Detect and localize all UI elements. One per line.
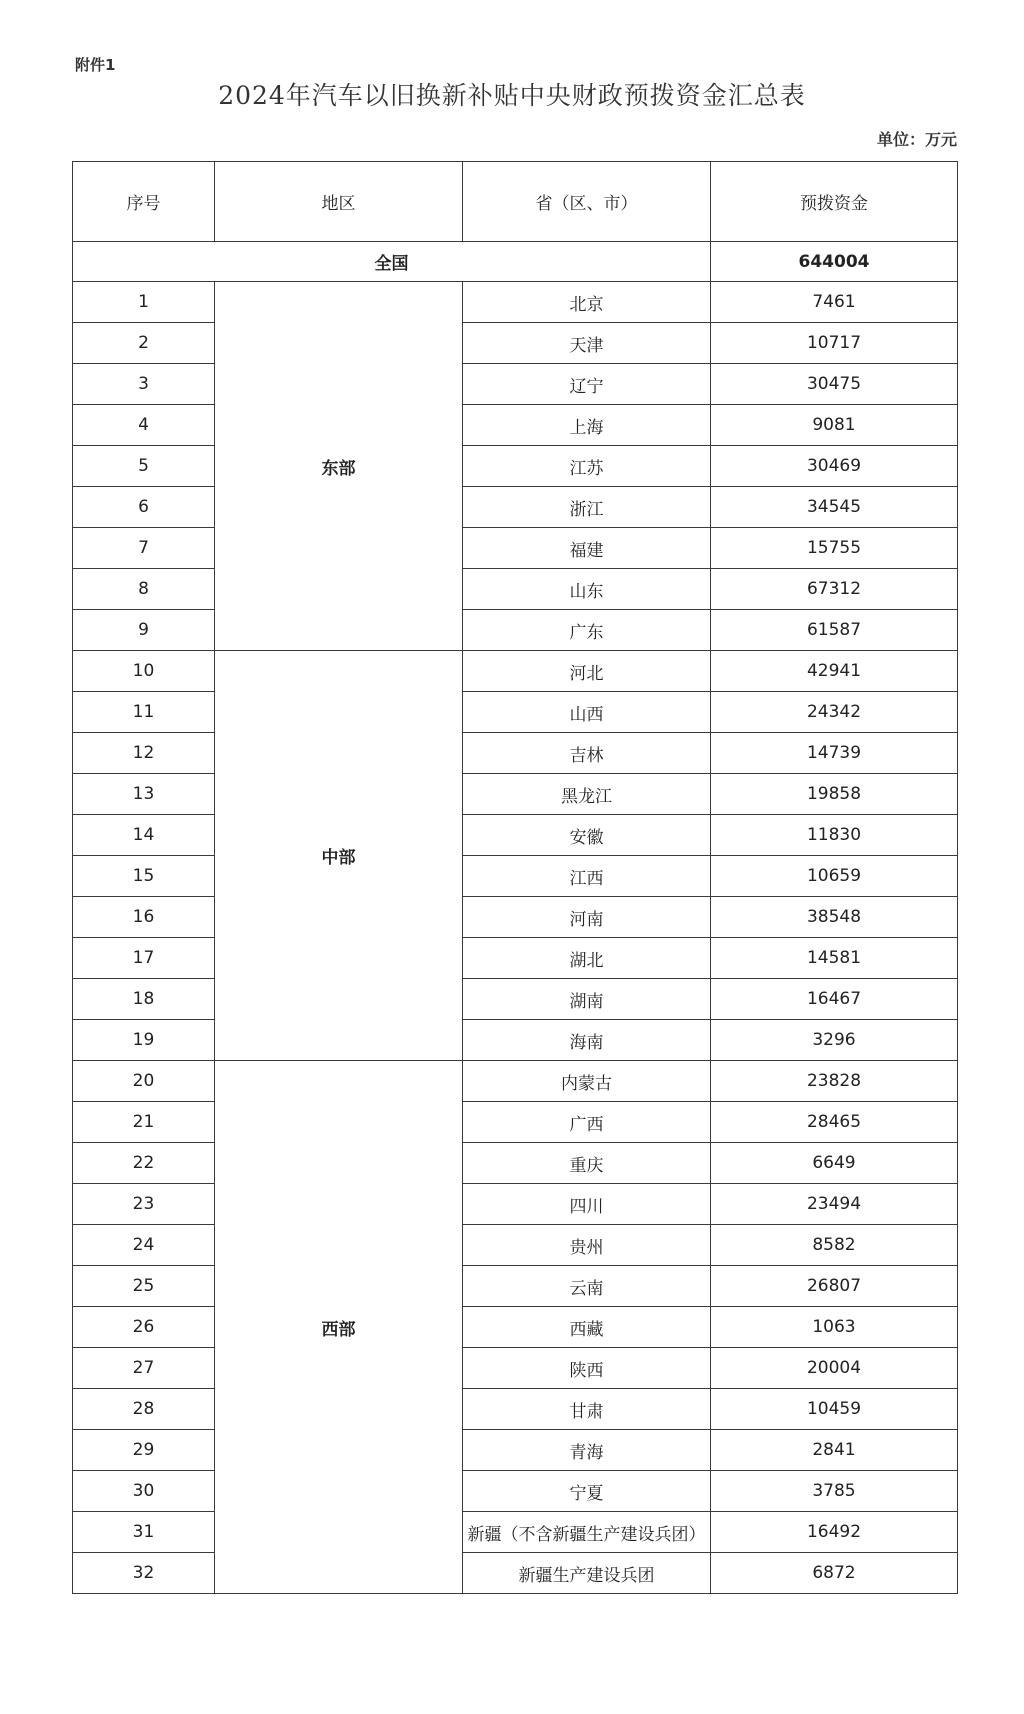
province-cell: 云南 bbox=[463, 1266, 711, 1307]
table-row bbox=[73, 364, 958, 405]
seq-cell: 32 bbox=[73, 1553, 215, 1594]
fund-cell: 14739 bbox=[711, 733, 958, 774]
fund-cell: 61587 bbox=[711, 610, 958, 651]
region-cell: 西部 bbox=[215, 1061, 463, 1594]
province-cell: 上海 bbox=[463, 405, 711, 446]
table-row bbox=[73, 569, 958, 610]
attachment-label: 附件1 bbox=[75, 56, 116, 74]
fund-cell: 30475 bbox=[711, 364, 958, 405]
seq-cell: 3 bbox=[73, 364, 215, 405]
header-fund: 预拨资金 bbox=[711, 162, 958, 242]
seq-cell: 25 bbox=[73, 1266, 215, 1307]
province-cell: 内蒙古 bbox=[463, 1061, 711, 1102]
fund-cell: 23828 bbox=[711, 1061, 958, 1102]
total-row bbox=[73, 242, 958, 282]
header-row bbox=[73, 162, 958, 242]
fund-cell: 30469 bbox=[711, 446, 958, 487]
table-body bbox=[73, 162, 958, 1594]
province-cell: 甘肃 bbox=[463, 1389, 711, 1430]
fund-cell: 14581 bbox=[711, 938, 958, 979]
seq-cell: 2 bbox=[73, 323, 215, 364]
table-row bbox=[73, 610, 958, 651]
seq-cell: 21 bbox=[73, 1102, 215, 1143]
table-row bbox=[73, 651, 958, 692]
fund-cell: 34545 bbox=[711, 487, 958, 528]
province-cell: 湖北 bbox=[463, 938, 711, 979]
table-row bbox=[73, 692, 958, 733]
table-row bbox=[73, 1471, 958, 1512]
province-cell: 湖南 bbox=[463, 979, 711, 1020]
table-row bbox=[73, 1348, 958, 1389]
fund-cell: 38548 bbox=[711, 897, 958, 938]
province-cell: 山西 bbox=[463, 692, 711, 733]
fund-cell: 10717 bbox=[711, 323, 958, 364]
province-cell: 宁夏 bbox=[463, 1471, 711, 1512]
seq-cell: 12 bbox=[73, 733, 215, 774]
table-row bbox=[73, 1102, 958, 1143]
table-row bbox=[73, 282, 958, 323]
seq-cell: 7 bbox=[73, 528, 215, 569]
table-row bbox=[73, 733, 958, 774]
region-cell: 中部 bbox=[215, 651, 463, 1061]
table-row bbox=[73, 815, 958, 856]
fund-cell: 3296 bbox=[711, 1020, 958, 1061]
document-title: 2024年汽车以旧换新补贴中央财政预拨资金汇总表 bbox=[218, 81, 806, 110]
province-cell: 福建 bbox=[463, 528, 711, 569]
seq-cell: 4 bbox=[73, 405, 215, 446]
fund-cell: 1063 bbox=[711, 1307, 958, 1348]
province-cell: 西藏 bbox=[463, 1307, 711, 1348]
seq-cell: 24 bbox=[73, 1225, 215, 1266]
province-cell: 四川 bbox=[463, 1184, 711, 1225]
table-row bbox=[73, 774, 958, 815]
fund-cell: 6649 bbox=[711, 1143, 958, 1184]
unit-label: 单位：万元 bbox=[876, 130, 957, 149]
seq-cell: 23 bbox=[73, 1184, 215, 1225]
province-cell: 重庆 bbox=[463, 1143, 711, 1184]
fund-cell: 10459 bbox=[711, 1389, 958, 1430]
seq-cell: 27 bbox=[73, 1348, 215, 1389]
province-cell: 新疆（不含新疆生产建设兵团） bbox=[463, 1512, 711, 1553]
province-cell: 江苏 bbox=[463, 446, 711, 487]
table-row bbox=[73, 528, 958, 569]
province-cell: 新疆生产建设兵团 bbox=[463, 1553, 711, 1594]
seq-cell: 29 bbox=[73, 1430, 215, 1471]
fund-cell: 3785 bbox=[711, 1471, 958, 1512]
total-value: 644004 bbox=[711, 242, 958, 282]
province-cell: 陕西 bbox=[463, 1348, 711, 1389]
table-row bbox=[73, 856, 958, 897]
table-row bbox=[73, 446, 958, 487]
fund-cell: 16467 bbox=[711, 979, 958, 1020]
province-cell: 辽宁 bbox=[463, 364, 711, 405]
table-row bbox=[73, 1389, 958, 1430]
header-seq: 序号 bbox=[73, 162, 215, 242]
seq-cell: 15 bbox=[73, 856, 215, 897]
table-row bbox=[73, 1061, 958, 1102]
fund-cell: 28465 bbox=[711, 1102, 958, 1143]
fund-cell: 8582 bbox=[711, 1225, 958, 1266]
province-cell: 江西 bbox=[463, 856, 711, 897]
seq-cell: 11 bbox=[73, 692, 215, 733]
fund-cell: 11830 bbox=[711, 815, 958, 856]
table-row bbox=[73, 938, 958, 979]
table-row bbox=[73, 897, 958, 938]
seq-cell: 6 bbox=[73, 487, 215, 528]
table-row bbox=[73, 1184, 958, 1225]
seq-cell: 1 bbox=[73, 282, 215, 323]
seq-cell: 13 bbox=[73, 774, 215, 815]
fund-cell: 2841 bbox=[711, 1430, 958, 1471]
seq-cell: 9 bbox=[73, 610, 215, 651]
seq-cell: 16 bbox=[73, 897, 215, 938]
seq-cell: 30 bbox=[73, 1471, 215, 1512]
table-row bbox=[73, 1143, 958, 1184]
seq-cell: 14 bbox=[73, 815, 215, 856]
fund-cell: 10659 bbox=[711, 856, 958, 897]
seq-cell: 28 bbox=[73, 1389, 215, 1430]
fund-cell: 42941 bbox=[711, 651, 958, 692]
seq-cell: 31 bbox=[73, 1512, 215, 1553]
province-cell: 黑龙江 bbox=[463, 774, 711, 815]
province-cell: 贵州 bbox=[463, 1225, 711, 1266]
table-row bbox=[73, 1020, 958, 1061]
province-cell: 河南 bbox=[463, 897, 711, 938]
province-cell: 广西 bbox=[463, 1102, 711, 1143]
seq-cell: 8 bbox=[73, 569, 215, 610]
table-row bbox=[73, 1430, 958, 1471]
province-cell: 山东 bbox=[463, 569, 711, 610]
fund-cell: 6872 bbox=[711, 1553, 958, 1594]
fund-cell: 7461 bbox=[711, 282, 958, 323]
fund-cell: 19858 bbox=[711, 774, 958, 815]
table-row bbox=[73, 405, 958, 446]
fund-cell: 9081 bbox=[711, 405, 958, 446]
province-cell: 北京 bbox=[463, 282, 711, 323]
seq-cell: 26 bbox=[73, 1307, 215, 1348]
seq-cell: 18 bbox=[73, 979, 215, 1020]
fund-cell: 23494 bbox=[711, 1184, 958, 1225]
seq-cell: 20 bbox=[73, 1061, 215, 1102]
seq-cell: 5 bbox=[73, 446, 215, 487]
table-row bbox=[73, 487, 958, 528]
province-cell: 安徽 bbox=[463, 815, 711, 856]
province-cell: 海南 bbox=[463, 1020, 711, 1061]
province-cell: 广东 bbox=[463, 610, 711, 651]
province-cell: 浙江 bbox=[463, 487, 711, 528]
seq-cell: 10 bbox=[73, 651, 215, 692]
table-row bbox=[73, 1512, 958, 1553]
region-cell: 东部 bbox=[215, 282, 463, 651]
seq-cell: 22 bbox=[73, 1143, 215, 1184]
seq-cell: 17 bbox=[73, 938, 215, 979]
fund-summary-table bbox=[72, 161, 958, 1594]
header-region: 地区 bbox=[215, 162, 463, 242]
fund-cell: 26807 bbox=[711, 1266, 958, 1307]
header-province: 省（区、市） bbox=[463, 162, 711, 242]
table-row bbox=[73, 1307, 958, 1348]
province-cell: 河北 bbox=[463, 651, 711, 692]
province-cell: 吉林 bbox=[463, 733, 711, 774]
table-row bbox=[73, 1553, 958, 1594]
table-row bbox=[73, 323, 958, 364]
table-row bbox=[73, 1266, 958, 1307]
total-label: 全国 bbox=[73, 242, 711, 282]
table-row bbox=[73, 979, 958, 1020]
fund-cell: 20004 bbox=[711, 1348, 958, 1389]
table-row bbox=[73, 1225, 958, 1266]
fund-cell: 15755 bbox=[711, 528, 958, 569]
fund-cell: 24342 bbox=[711, 692, 958, 733]
fund-cell: 16492 bbox=[711, 1512, 958, 1553]
fund-cell: 67312 bbox=[711, 569, 958, 610]
province-cell: 青海 bbox=[463, 1430, 711, 1471]
province-cell: 天津 bbox=[463, 323, 711, 364]
seq-cell: 19 bbox=[73, 1020, 215, 1061]
